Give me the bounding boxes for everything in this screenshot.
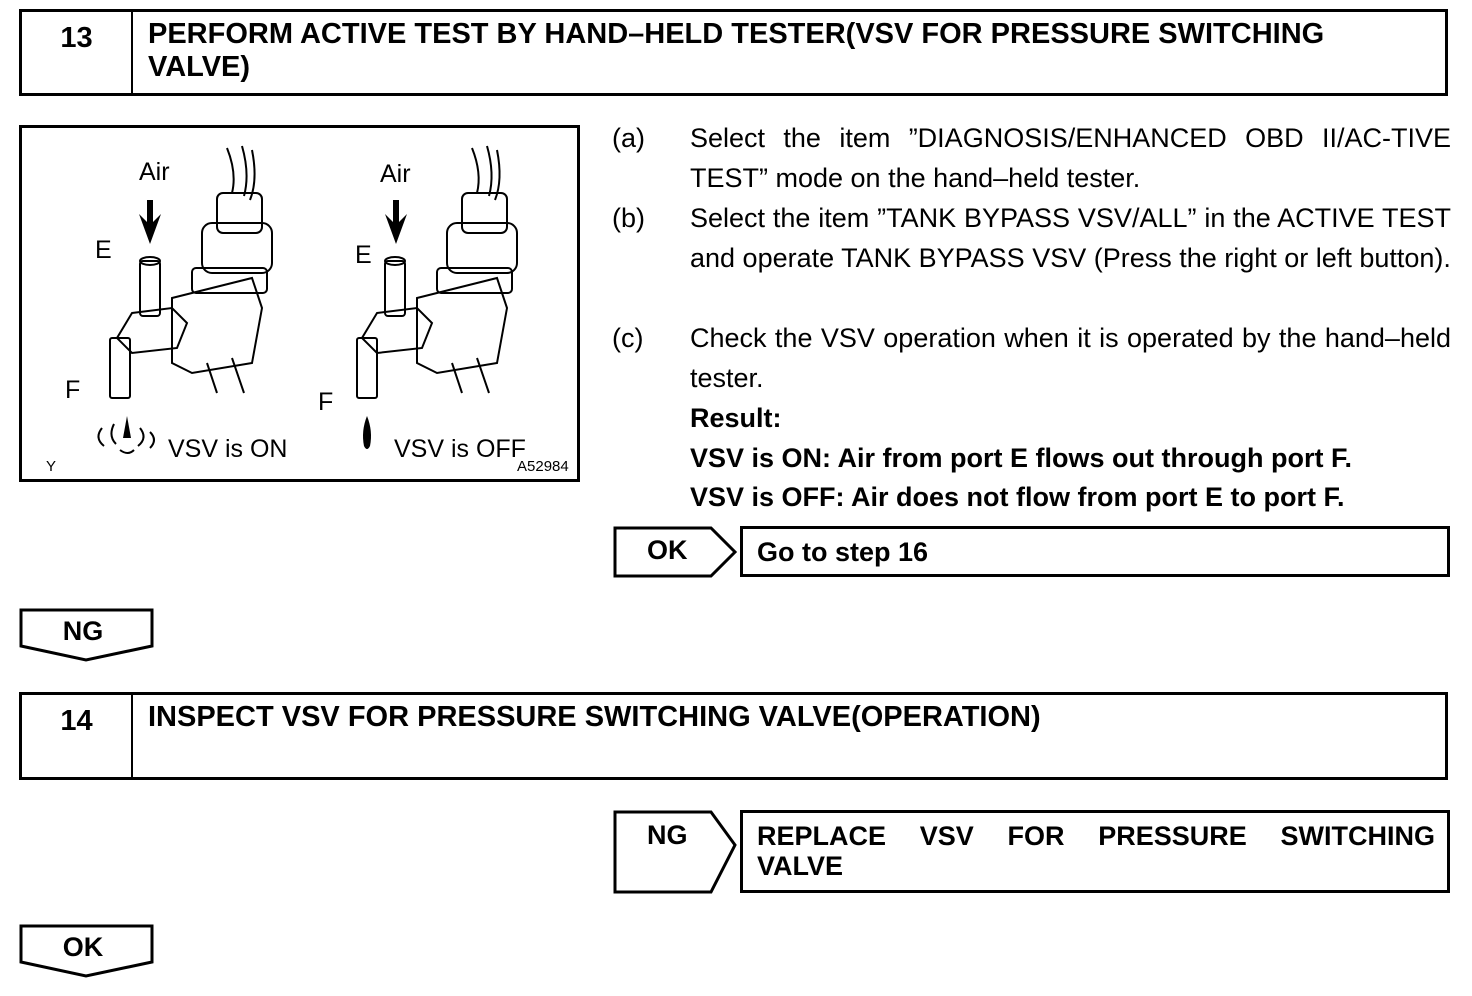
ng-tag-13	[19, 608, 155, 662]
vsv-on-label: VSV is ON	[168, 435, 288, 463]
air-arrows	[123, 200, 407, 449]
port-f-label-left: F	[65, 376, 81, 404]
ng-tag-14	[613, 810, 738, 894]
air-label-left: Air	[139, 158, 170, 186]
instruction-a-text: Select the item ”DIAGNOSIS/ENHANCED OBD II/AC-TIVE TEST” mode on the hand–held tester.	[690, 123, 1451, 193]
air-label-right: Air	[380, 160, 411, 188]
ng-tag-14-label: NG	[647, 820, 688, 850]
figure-code: A52984	[517, 458, 569, 475]
instruction-c-label: (c)	[612, 323, 644, 353]
ng-action-14	[740, 810, 1450, 893]
instruction-b-label: (b)	[612, 203, 645, 233]
ok-action-13-text: Go to step 16	[757, 537, 929, 567]
instruction-a-label: (a)	[612, 123, 645, 153]
step-14-title: INSPECT VSV FOR PRESSURE SWITCHING VALVE(OPERATION)	[148, 701, 1041, 733]
ok-action-13	[740, 526, 1450, 577]
instruction-c-text: Check the VSV operation when it is operated by the hand–held tester.	[690, 323, 1451, 393]
vsv-illustration	[22, 128, 577, 479]
step-13-title: PERFORM ACTIVE TEST BY HAND–HELD TESTER(VSV FOR PRESSURE SWITCHING VALVE)	[148, 18, 1325, 83]
ok-tag-14	[19, 924, 155, 978]
port-e-label-right: E	[355, 241, 372, 269]
instruction-b-text: Select the item ”TANK BYPASS VSV/ALL” in the ACTIVE TEST and operate TANK BYPASS VSV (Press the right or left button).	[690, 203, 1451, 273]
result-off-line: VSV is OFF: Air does not flow from port E to port F.	[690, 482, 1345, 512]
figure-corner-mark: Y	[46, 458, 57, 475]
port-e-label-left: E	[95, 236, 112, 264]
vsv-diagram	[19, 125, 580, 482]
ng-tag-13-label: NG	[62, 616, 104, 646]
ng-action-14-text: REPLACE VSV FOR PRESSURE SWITCHING VALVE	[757, 821, 1435, 881]
result-on-line: VSV is ON: Air from port E flows out through port F.	[690, 443, 1352, 473]
port-f-label-right: F	[318, 388, 334, 416]
ok-tag-13	[613, 526, 738, 578]
step-14-header	[19, 692, 1448, 780]
vsv-off-label: VSV is OFF	[394, 435, 526, 463]
instruction-b	[612, 198, 1452, 318]
instruction-a	[612, 118, 1452, 198]
step-13-number: 13	[22, 12, 133, 93]
ok-tag-14-label: OK	[62, 932, 104, 962]
step-14-number: 14	[22, 695, 133, 777]
step-13-header	[19, 9, 1448, 96]
ok-tag-13-label: OK	[647, 535, 688, 565]
instruction-c	[612, 318, 1452, 398]
vsv-left-drawing	[110, 146, 272, 398]
result-heading: Result:	[690, 403, 782, 433]
